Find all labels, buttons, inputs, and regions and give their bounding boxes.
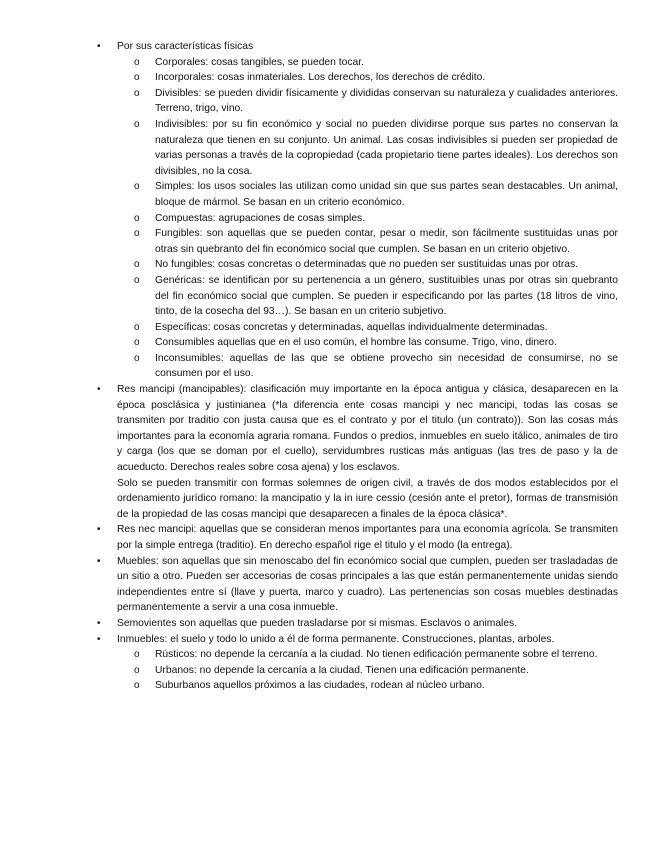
sub-bullet-icon: o bbox=[134, 680, 140, 692]
sub-list-item-text: Corporales: cosas tangibles, se pueden tocar. bbox=[155, 56, 364, 68]
list-item-text: Semovientes son aquellas que pueden trasladarse por si mismas. Esclavos o animales. bbox=[117, 617, 518, 629]
sub-list-item-text: Incorporales: cosas inmateriales. Los derechos, los derechos de crédito. bbox=[155, 72, 486, 84]
sub-list-item-text: Fungibles: son aquellas que se pueden contar, pesar o medir, son fácilmente sustituidas unas por otras sin quebranto del fin económico social que cumplen. Se basan en un criterio objetivo. bbox=[155, 228, 618, 255]
bullet-icon: • bbox=[97, 633, 101, 645]
sub-list-item bbox=[134, 257, 618, 273]
sub-bullet-icon: o bbox=[134, 649, 140, 661]
sub-list-item bbox=[134, 117, 618, 179]
sub-list-item bbox=[134, 273, 618, 320]
sub-list-item-text: Compuestas: agrupaciones de cosas simples. bbox=[155, 212, 366, 224]
sub-list-item-text: Simples: los usos sociales las utilizan como unidad sin que sus partes sean destacables. Un animal, bloque de mármol. Se basan en un criterio económico. bbox=[155, 181, 618, 208]
main-list bbox=[96, 39, 618, 694]
sub-bullet-icon: o bbox=[134, 87, 140, 99]
sub-list-item bbox=[134, 55, 618, 71]
sub-list-item-text: Suburbanos aquellos próximos a las ciudades, rodean al núcleo urbano. bbox=[155, 680, 485, 692]
list-item-text: Por sus características físicas bbox=[117, 41, 254, 52]
sub-bullet-icon: o bbox=[134, 118, 140, 130]
sub-bullet-icon: o bbox=[134, 212, 140, 224]
sub-list-item bbox=[134, 335, 618, 351]
bullet-icon: • bbox=[97, 524, 101, 536]
sub-list-item-text: Rústicos: no depende la cercanía a la ciudad. No tienen edificación permanente sobre el terreno. bbox=[155, 649, 598, 661]
sub-list-item-text: Divisibles: se pueden dividir físicamente y divididas conservan su naturaleza y cualidades anteriores. Terreno, trigo, vino. bbox=[155, 87, 618, 115]
list-item-caracteristicas-fisicas bbox=[96, 39, 618, 382]
sub-list-item bbox=[134, 351, 618, 382]
sub-bullet-icon: o bbox=[134, 337, 140, 349]
bullet-icon: • bbox=[97, 555, 101, 567]
sub-list-item bbox=[134, 211, 618, 227]
list-item-text: Inmuebles: el suelo y todo lo unido a él de forma permanente. Construcciones, plantas, arboles. bbox=[117, 633, 555, 645]
sub-bullet-icon: o bbox=[134, 664, 140, 676]
list-item-res-mancipi bbox=[96, 382, 618, 522]
list-item-muebles bbox=[96, 554, 618, 616]
list-item-semovientes bbox=[96, 616, 618, 632]
sub-list-item bbox=[134, 678, 618, 694]
sub-list-item-text: No fungibles: cosas concretas o determinadas que no pueden ser sustituidas unas por otras. bbox=[155, 259, 578, 271]
bullet-icon: • bbox=[97, 41, 101, 52]
sub-list-item bbox=[134, 179, 618, 210]
sub-list-item-text: Genéricas: se identifican por su pertenencia a un género, sustituibles unas por otras sin quebranto del fin económico social que cumplen. Se pueden ir especificando por las partes (18 litros de vino, tinto, de la cosecha del 93…). Se basan en un criterio subjetivo. bbox=[155, 274, 618, 318]
sub-list-item-text: Indivisibles: por su fin económico y social no pueden dividirse porque sus partes no conservan la naturaleza que tienen en su conjunto. Un animal. Las cosas indivisibles si pueden ser propiedad de varias personas a través de la copropiedad (cada propietario tiene partes ideales). Los derechos son divisibles, no la cosa. bbox=[155, 118, 618, 177]
sub-bullet-icon: o bbox=[134, 259, 140, 271]
sub-bullet-icon: o bbox=[134, 274, 140, 286]
list-item-res-nec-mancipi bbox=[96, 522, 618, 553]
list-item-continuation: Solo se pueden transmitir con formas solemnes de origen civil, a través de dos modos establecidos por el ordenamiento jurídico romano: la mancipatio y la in iure cessio (cesión ante el pretor), formas de transmisión de la propiedad de las cosas mancipi que desaparecen a finales de la época clásica*. bbox=[117, 477, 618, 520]
list-item-text: Res nec mancipi: aquellas que se consideran menos importantes para una economía agrícola. Se transmiten por la simple entrega (traditio). En derecho español rige el titulo y el modo (la entrega). bbox=[117, 524, 618, 551]
sub-list-item-text: Consumibles aquellas que en el uso común, el hombre las consume. Trigo, vino, dinero. bbox=[155, 337, 557, 349]
sub-bullet-icon: o bbox=[134, 352, 140, 364]
sub-list-item bbox=[134, 226, 618, 257]
list-item-inmuebles bbox=[96, 632, 618, 694]
sub-bullet-icon: o bbox=[134, 228, 140, 240]
list-item-text: Muebles: son aquellas que sin menoscabo del fin económico social que cumplen, pueden ser trasladadas de un sitio a otro. Pueden ser accesorias de cosas principales a las que están permanentemente unidas siendo independientes entre sí (llave y puerta, marco y cuadro). Las pertenencias son cosas muebles destinadas permanentemente a servir a una cosa inmueble. bbox=[117, 555, 618, 614]
sub-bullet-icon: o bbox=[134, 181, 140, 193]
list-item-text: Res mancipi (mancipables): clasificación muy importante en la época antigua y clásica, desaparecen en la época posclásica y justinianea (*la diferencia ente cosas mancipi y nec mancipi, todas las cosas se transmiten por traditio con justa causa que es el contrato y por el titulo (un contrato)). Son las cosas más importantes para la economía agraria romana. Fundos o predios, inmuebles en suelo itálico, animales de tiro y carga (los que se doman por el cuello), servidumbres rusticas más antiguas (las tres de paso y la de acueducto. Derechos reales sobre cosa ajena) y los esclavos. bbox=[117, 384, 618, 474]
sub-list-item bbox=[134, 86, 618, 117]
sub-list-item bbox=[134, 320, 618, 336]
sub-list-item bbox=[134, 663, 618, 679]
sub-bullet-icon: o bbox=[134, 321, 140, 333]
bullet-icon: • bbox=[97, 617, 101, 629]
bullet-icon: • bbox=[97, 384, 101, 396]
sub-list-item bbox=[134, 647, 618, 663]
sub-list-item-text: Urbanos: no depende la cercanía a la ciudad. Tienen una edificación permanente. bbox=[155, 664, 529, 676]
sub-list bbox=[134, 55, 618, 382]
sub-bullet-icon: o bbox=[134, 72, 140, 84]
sub-list bbox=[134, 647, 618, 694]
sub-list-item-text: Inconsumibles: aquellas de las que se obtiene provecho sin necesidad de consumirse, no se consumen por el uso. bbox=[155, 352, 618, 380]
document-body bbox=[96, 39, 618, 694]
sub-list-item bbox=[134, 70, 618, 86]
sub-bullet-icon: o bbox=[134, 56, 140, 68]
sub-list-item-text: Específicas: cosas concretas y determinadas, aquellas individualmente determinadas. bbox=[155, 321, 548, 333]
